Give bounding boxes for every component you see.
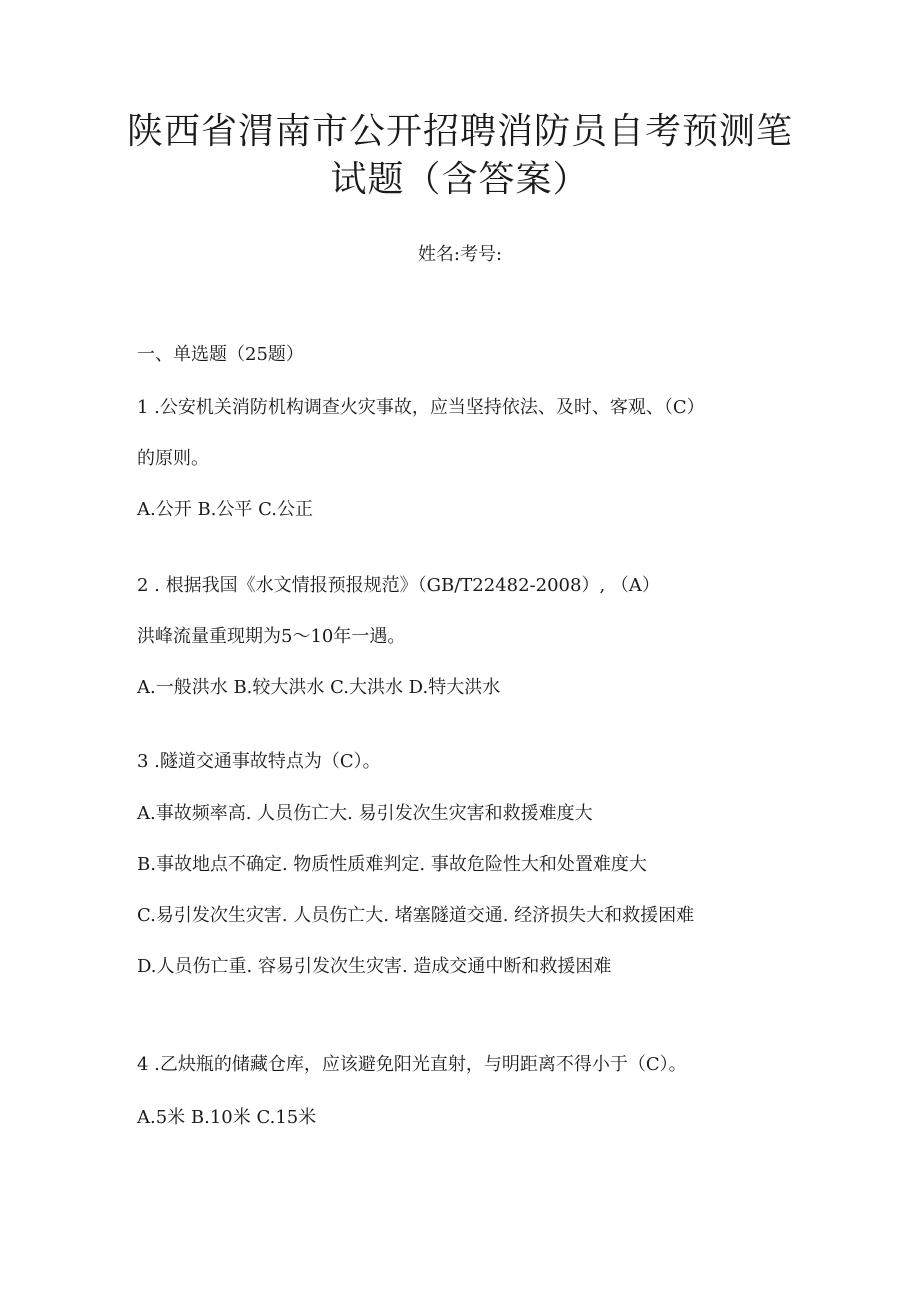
question-3-option-c: C.易引发次生灾害. 人员伤亡大. 堵塞隧道交通. 经济损失大和救援困难 <box>137 905 695 926</box>
question-3-option-a: A.事故频率高. 人员伤亡大. 易引发次生灾害和救援难度大 <box>137 803 593 824</box>
section-heading: 一、单选题（25题） <box>137 344 304 365</box>
question-4-options: A.5米 B.10米 C.15米 <box>137 1107 317 1128</box>
question-2-stem-line-2: 洪峰流量重现期为5～10年一遇。 <box>137 626 406 647</box>
question-2-options: A.一般洪水 B.较大洪水 C.大洪水 D.特大洪水 <box>137 677 501 698</box>
question-3-option-b: B.事故地点不确定. 物质性质难判定. 事故危险性大和处置难度大 <box>137 854 647 875</box>
question-3-option-d: D.人员伤亡重. 容易引发次生灾害. 造成交通中断和救援困难 <box>137 956 612 977</box>
question-3-stem: 3 .隧道交通事故特点为（C）。 <box>137 751 381 772</box>
document-title-line-1: 陕西省渭南市公开招聘消防员自考预测笔 <box>126 111 793 152</box>
question-1-stem-line-1: 1 .公安机关消防机构调查火灾事故，应当坚持依法、及时、客观、（C） <box>137 397 705 418</box>
document-title-line-2: 试题（含答案） <box>330 159 590 200</box>
question-1-options: A.公开 B.公平 C.公正 <box>137 499 313 520</box>
name-and-exam-number: 姓名:考号: <box>417 244 503 265</box>
question-2-stem-line-1: 2 . 根据我国《水文情报预报规范》（GB/T22482-2008）, （A） <box>137 575 660 596</box>
question-4-stem: 4 .乙炔瓶的储藏仓库，应该避免阳光直射，与明距离不得小于（C）。 <box>137 1054 687 1075</box>
question-1-stem-line-2: 的原则。 <box>137 448 209 469</box>
